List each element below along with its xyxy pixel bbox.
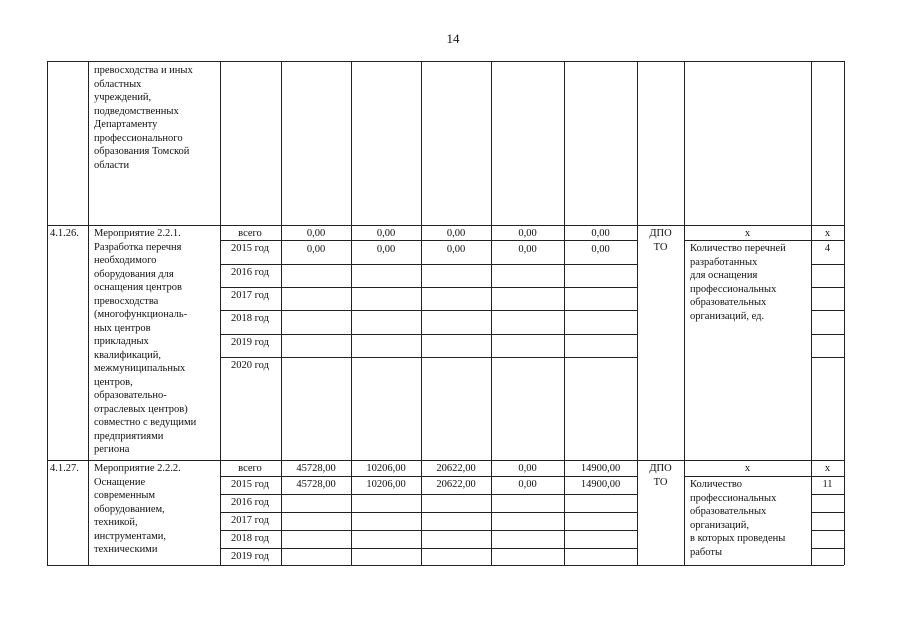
activity-text-line: необходимого — [94, 255, 157, 266]
x-mark: х — [744, 463, 751, 474]
year-label: всего — [238, 228, 262, 239]
sub-row-line — [220, 512, 637, 513]
year-label: 2016 год — [231, 267, 269, 278]
year-label: 2015 год — [231, 479, 269, 490]
column-border — [47, 61, 48, 565]
activity-text-line: техническими — [94, 544, 158, 555]
year-label: 2019 год — [231, 337, 269, 348]
indicator-text-line: профессиональных — [690, 283, 777, 295]
activity-text-line: техникой, — [94, 517, 138, 528]
year-label: 2018 год — [231, 533, 269, 544]
value-cell: 45728,00 — [296, 463, 336, 474]
activity-text-line: Оснащение — [94, 476, 146, 488]
activity-text-line: инструментами, — [94, 530, 167, 542]
year-label: 2019 год — [231, 551, 269, 562]
sub-row-line — [220, 494, 637, 495]
activity-text-line: центров, — [94, 376, 133, 388]
sub-row-line — [811, 548, 844, 549]
indicator-text-line: Количество перечней — [690, 243, 786, 254]
indicator-text-line: профессиональных — [690, 492, 777, 504]
activity-text-line: оборудованием, — [94, 503, 165, 515]
row-number: 4.1.26. — [50, 228, 79, 239]
sub-row-line — [811, 494, 844, 495]
sub-row-line — [220, 287, 637, 288]
row-number: 4.1.27. — [50, 463, 79, 474]
activity-text-line: Разработка перечня — [94, 241, 182, 253]
sub-row-line — [220, 264, 637, 265]
column-border — [684, 61, 685, 565]
activity-text-line: предприятиями — [94, 430, 164, 442]
table-top-border — [47, 61, 844, 62]
column-border — [88, 61, 89, 565]
activity-text-line: (многофункциональ- — [94, 309, 188, 320]
value-cell: 10206,00 — [366, 479, 406, 490]
value-cell: 10206,00 — [366, 463, 406, 474]
value-cell: 20622,00 — [436, 479, 476, 490]
indicator-text-line: образовательных — [690, 297, 767, 308]
indicator-value: 11 — [822, 479, 833, 490]
value-cell: 0,00 — [518, 244, 537, 255]
indicator-text-line: в которых проведены — [690, 533, 786, 544]
indicator-text-line: работы — [690, 546, 723, 558]
continued-text-line: образования Томской — [94, 146, 190, 157]
value-cell: 20622,00 — [436, 463, 476, 474]
activity-text-line: Мероприятие 2.2.1. — [94, 228, 181, 239]
activity-text-line: прикладных — [94, 336, 149, 347]
continued-text-line: подведомственных — [94, 105, 179, 117]
indicator-text-line: Количество — [690, 479, 743, 490]
sub-row-line — [220, 357, 637, 358]
continued-text-line: области — [94, 159, 130, 171]
x-mark: х — [824, 228, 831, 239]
year-label: 2017 год — [231, 290, 269, 301]
value-cell: 0,00 — [518, 463, 537, 474]
executor-label: ДПО — [649, 463, 672, 474]
activity-text-line: оборудования для — [94, 268, 174, 280]
row-divider — [47, 225, 844, 226]
continued-text-line: профессионального — [94, 132, 183, 144]
sub-row-line — [220, 310, 637, 311]
continued-text-line: учреждений, — [94, 92, 152, 103]
value-cell: 0,00 — [518, 228, 537, 239]
table-bottom-border — [47, 565, 844, 566]
activity-text-line: оснащения центров — [94, 282, 182, 293]
value-cell: 14900,00 — [580, 463, 621, 474]
value-cell: 0,00 — [446, 244, 466, 255]
year-label: 2015 год — [231, 243, 269, 254]
page-number: 14 — [446, 31, 460, 46]
value-cell: 0,00 — [306, 244, 326, 255]
continued-text-line: областных — [94, 78, 142, 90]
value-cell: 0,00 — [306, 228, 326, 239]
value-cell: 0,00 — [591, 244, 610, 255]
indicator-text-line: разработанных — [690, 256, 758, 268]
indicator-value: 4 — [824, 243, 831, 254]
activity-text-line: региона — [94, 444, 130, 455]
value-cell: 14900,00 — [580, 479, 621, 490]
year-label: 2016 год — [231, 497, 269, 508]
sub-row-line — [811, 357, 844, 358]
value-cell: 0,00 — [591, 228, 610, 239]
sub-row-line — [811, 512, 844, 513]
year-label: 2018 год — [231, 313, 269, 324]
activity-text-line: современным — [94, 490, 156, 501]
executor-label: ДПО — [649, 228, 672, 239]
sub-row-line — [811, 310, 844, 311]
column-border — [637, 61, 638, 565]
year-label: 2017 год — [231, 515, 269, 526]
sub-row-line — [220, 476, 637, 477]
column-border — [844, 61, 845, 565]
value-cell: 0,00 — [446, 228, 466, 239]
value-cell: 0,00 — [518, 479, 537, 490]
activity-text-line: ных центров — [94, 322, 151, 334]
x-mark: х — [744, 228, 751, 239]
activity-text-line: Мероприятие 2.2.2. — [94, 463, 181, 474]
indicator-text-line: организаций, — [690, 519, 749, 531]
value-cell: 0,00 — [376, 228, 396, 239]
activity-text-line: отраслевых центров) — [94, 403, 188, 415]
activity-text-line: квалификаций, — [94, 349, 162, 361]
executor-label: ТО — [653, 476, 668, 488]
sub-row-line — [684, 476, 844, 477]
value-cell: 0,00 — [376, 244, 396, 255]
x-mark: х — [824, 463, 831, 474]
indicator-text-line: образовательных — [690, 506, 767, 517]
sub-row-line — [811, 334, 844, 335]
continued-text-line: превосходства и иных — [94, 65, 193, 76]
continued-text-line: Департаменту — [94, 119, 158, 130]
indicator-text-line: организаций, ед. — [690, 310, 765, 322]
row-divider — [47, 460, 844, 461]
sub-row-line — [811, 287, 844, 288]
activity-text-line: межмуниципальных — [94, 363, 186, 374]
sub-row-line — [220, 548, 637, 549]
value-cell: 45728,00 — [296, 479, 336, 490]
sub-row-line — [220, 334, 637, 335]
activity-text-line: совместно с ведущими — [94, 417, 197, 428]
year-label: всего — [238, 463, 262, 474]
year-label: 2020 год — [231, 360, 269, 371]
sub-row-line — [220, 530, 637, 531]
indicator-text-line: для оснащения — [690, 270, 758, 281]
sub-row-line — [811, 530, 844, 531]
activity-text-line: образовательно- — [94, 390, 167, 401]
sub-row-line — [811, 264, 844, 265]
executor-label: ТО — [653, 241, 668, 253]
activity-text-line: превосходства — [94, 295, 159, 307]
column-border — [220, 61, 221, 565]
